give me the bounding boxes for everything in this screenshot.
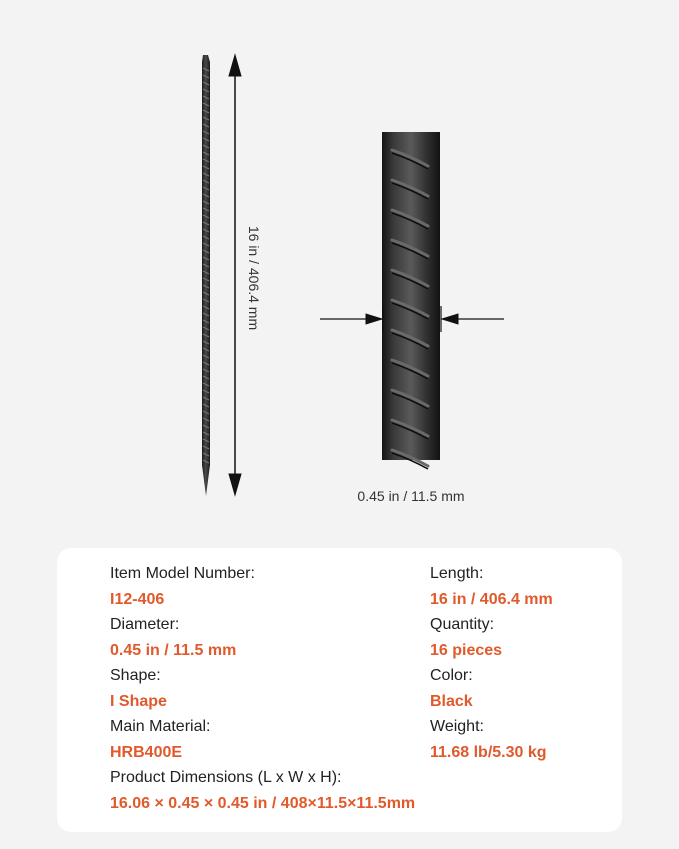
spec-model <box>110 564 255 610</box>
diameter-label: 0.45 in / 11.5 mm <box>357 488 465 504</box>
spec-shape-key: Shape: <box>110 667 161 684</box>
spec-card <box>57 548 622 832</box>
spec-material-value: HRB400E <box>110 744 183 761</box>
spec-length <box>430 564 553 610</box>
spec-diameter <box>110 615 236 661</box>
spec-material-key: Main Material: <box>110 718 211 735</box>
spec-quantity-key: Quantity: <box>430 616 495 633</box>
stake-full-view <box>202 55 210 496</box>
spec-weight-value: 11.68 lb/5.30 kg <box>430 744 547 761</box>
spec-diameter-key: Diameter: <box>110 616 180 633</box>
length-dimension-arrow <box>229 55 241 495</box>
spec-weight-key: Weight: <box>430 718 484 735</box>
spec-color <box>430 666 473 712</box>
spec-diameter-value: 0.45 in / 11.5 mm <box>110 642 237 659</box>
length-label: 16 in / 406.4 mm <box>246 225 262 331</box>
spec-shape-value: I Shape <box>110 693 167 710</box>
spec-quantity <box>430 615 502 661</box>
spec-length-key: Length: <box>430 565 484 582</box>
rebar-closeup <box>382 132 440 469</box>
spec-color-value: Black <box>430 693 473 710</box>
spec-color-key: Color: <box>430 667 473 684</box>
spec-dimensions-value: 16.06 × 0.45 × 0.45 in / 408×11.5×11.5mm <box>110 795 416 812</box>
spec-material <box>110 717 210 763</box>
spec-quantity-value: 16 pieces <box>430 642 503 659</box>
spec-weight <box>430 717 547 763</box>
spec-dimensions <box>110 768 415 814</box>
spec-model-value: I12-406 <box>110 591 165 608</box>
spec-model-key: Item Model Number: <box>110 565 255 582</box>
spec-shape <box>110 666 167 712</box>
spec-length-value: 16 in / 406.4 mm <box>430 591 553 608</box>
spec-dimensions-key: Product Dimensions (L x W x H): <box>110 769 342 786</box>
